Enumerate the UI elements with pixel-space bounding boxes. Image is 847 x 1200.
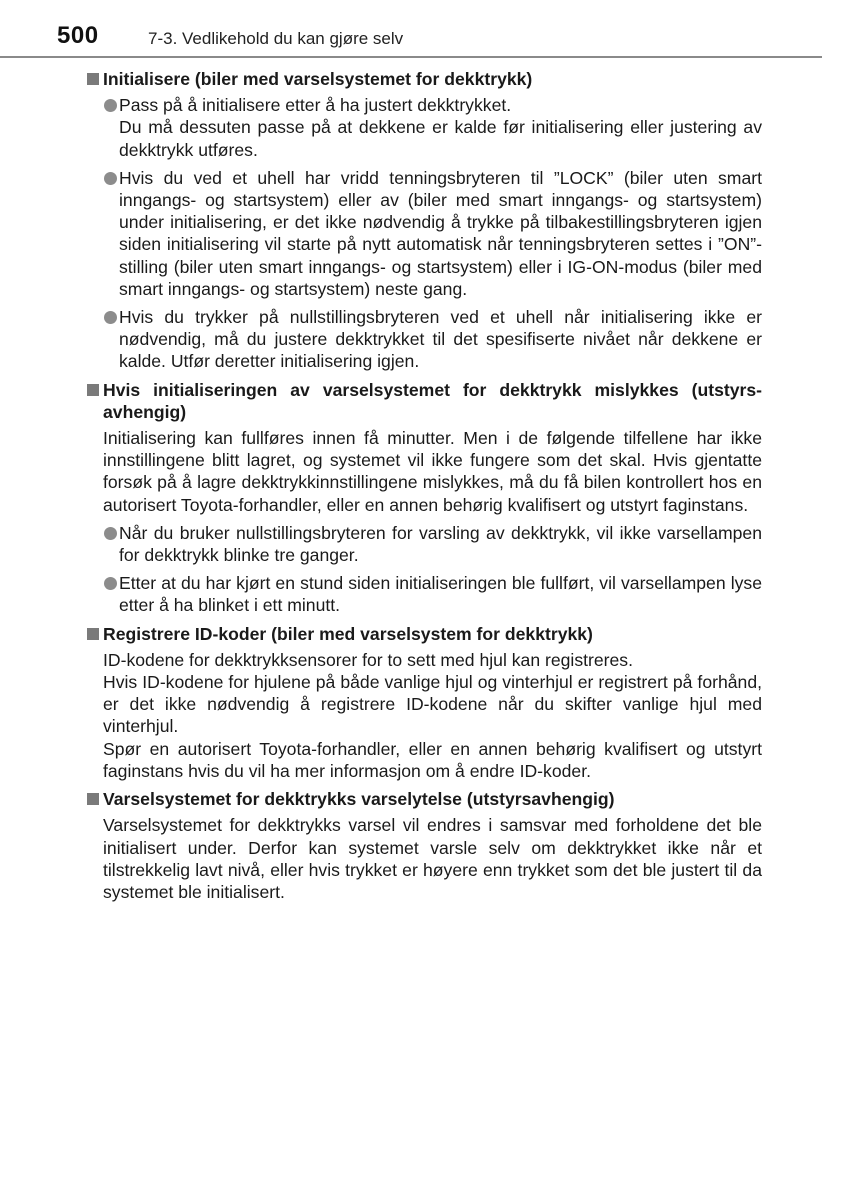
section-title: 7-3. Vedlikehold du kan gjøre selv: [148, 29, 404, 48]
section-initialization-fails: [86, 379, 762, 617]
list-item: Pass på å initialisere etter å ha justert dekktrykket. Du må dessuten passe på at dekkene er kalde før initialisering eller justering av dekktrykk utføres.: [86, 94, 762, 161]
page-number: 500: [57, 22, 99, 49]
circle-bullet-icon: [104, 311, 117, 324]
list-item: Hvis du ved et uhell har vridd tenningsbryteren til ”LOCK” (biler uten smart inngangs- og startsystem) eller av (biler med smart inngangs- og startsystem) under initialisering, er det ikke nødvendig å trykke på tilbakestillingsbryteren igjen siden initialisering vil starte på nytt automatisk når tenningsbryteren settes i ”ON”-stilling (biler uten smart inngangs- og startsystem) eller i IG-ON-modus (biler med smart inngangs- og startsystem) neste gang.: [86, 167, 762, 300]
section-heading: Hvis initialiseringen av varselsystemet for dekktrykk mislykkes (utstyrsavhengig): [86, 379, 762, 423]
list-item: Hvis du trykker på nullstillingsbryteren ved et uhell når initialisering ikke er nødvendig, må du justere dekktrykket til det spesifiserte nivået når dekkene er kalde. Utfør deretter initialisering igjen.: [86, 306, 762, 373]
section-register-id-codes: [86, 623, 762, 782]
circle-bullet-icon: [104, 527, 117, 540]
page-content: [86, 68, 762, 909]
square-bullet-icon: [87, 384, 99, 396]
section-heading: Registrere ID-koder (biler med varselsystem for dekktrykk): [86, 623, 762, 645]
circle-bullet-icon: [104, 99, 117, 112]
square-bullet-icon: [87, 628, 99, 640]
square-bullet-icon: [87, 73, 99, 85]
square-bullet-icon: [87, 793, 99, 805]
section-heading: Varselsystemet for dekktrykks varselytelse (utstyrsavhengig): [86, 788, 762, 810]
paragraph: ID-kodene for dekktrykksensorer for to sett med hjul kan registreres. Hvis ID-kodene for hjulene på både vanlige hjul og vinterhjul er registrert på forhånd, er det ikke nødvendig å registrere ID-kodene når du skifter vanlige hjul med vinterhjul. Spør en autorisert Toyota-forhandler, eller en annen behørig kvalifisert og utstyrt faginstans hvis du vil ha mer informasjon om å endre ID-koder.: [103, 649, 762, 781]
header-divider: [0, 56, 822, 58]
paragraph: Initialisering kan fullføres innen få minutter. Men i de følgende tilfellene har ikke innstillingene blitt lagret, og systemet vil ikke fungere som det skal. Hvis gjentatte forsøk på å lagre dekktrykkinnstillingene mislykkes, må du få bilen kontrollert hos en autorisert Toyota-forhandler, eller en annen behørig kvalifisert og utstyrt faginstans.: [103, 428, 762, 515]
page-header: [0, 0, 847, 60]
section-warning-performance: [86, 788, 762, 903]
circle-bullet-icon: [104, 577, 117, 590]
section-initialize: [86, 68, 762, 373]
section-heading: Initialisere (biler med varselsystemet for dekktrykk): [86, 68, 762, 90]
list-item: Etter at du har kjørt en stund siden initialiseringen ble fullført, vil varsellampen lyse etter å ha blinket i ett minutt.: [86, 572, 762, 616]
circle-bullet-icon: [104, 172, 117, 185]
list-item: Når du bruker nullstillingsbryteren for varsling av dekktrykk, vil ikke varsellampen for dekktrykk blinke tre ganger.: [86, 522, 762, 566]
paragraph: Varselsystemet for dekktrykks varsel vil endres i samsvar med forholdene det ble initialisert under. Derfor kan systemet varsle selv om dekktrykket ikke når et tilstrekkelig lavt nivå, eller hvis trykket er høyere enn trykket som det ble justert til da systemet ble initialisert.: [103, 815, 762, 902]
